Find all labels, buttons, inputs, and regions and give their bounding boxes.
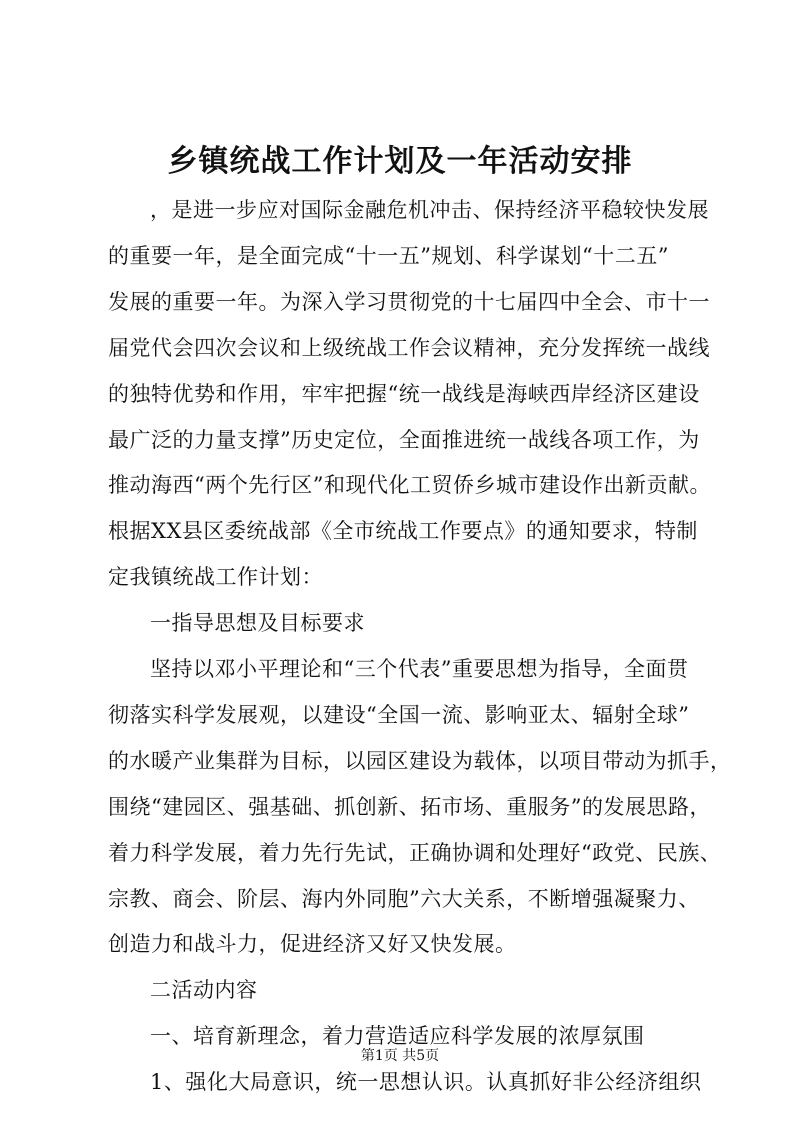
paragraph-line: 彻落实科学发展观，以建设“全国一流、影响亚太、辐射全球” <box>108 703 690 727</box>
paragraph-line: 1、强化大局意识，统一思想认识。认真抓好非公经济组织 <box>150 1070 702 1094</box>
paragraph-line: 创造力和战斗力，促进经济又好又快发展。 <box>108 932 517 956</box>
paragraph-line: 定我镇统战工作计划： <box>108 565 323 589</box>
page-number: 第1页 共5页 <box>360 1048 440 1064</box>
paragraph-line: 发展的重要一年。为深入学习贯彻党的十七届四中全会、市十一 <box>108 290 710 314</box>
section-heading: 一、培育新理念，着力营造适应科学发展的浓厚氛围 <box>150 1024 645 1048</box>
paragraph-line: 围绕“建园区、强基础、抓创新、拓市场、重服务”的发展思路， <box>108 795 711 819</box>
paragraph-line: 根据XX县区委统战部《全市统战工作要点》的通知要求，特制 <box>108 519 698 543</box>
document-title: 乡镇统战工作计划及一年活动安排 <box>167 144 633 179</box>
paragraph-line: 最广泛的力量支撑”历史定位，全面推进统一战线各项工作，为 <box>108 428 700 452</box>
section-heading: 一指导思想及目标要求 <box>150 611 365 635</box>
paragraph-line: 届党代会四次会议和上级统战工作会议精神，充分发挥统一战线 <box>108 336 710 360</box>
paragraph-line: 着力科学发展，着力先行先试，正确协调和处理好“政党、民族、 <box>108 841 722 865</box>
paragraph-line: 的独特优势和作用，牢牢把握“统一战线是海峡西岸经济区建设 <box>108 382 700 406</box>
paragraph-line: 推动海西“两个先行区”和现代化工贸侨乡城市建设作出新贡献。 <box>108 473 711 497</box>
paragraph-line: ，是进一步应对国际金融危机冲击、保持经济平稳较快发展 <box>150 198 709 222</box>
paragraph-line: 的重要一年，是全面完成“十一五”规划、科学谋划“十二五” <box>108 244 669 268</box>
paragraph-line: 坚持以邓小平理论和“三个代表”重要思想为指导，全面贯 <box>150 657 689 681</box>
paragraph-line: 宗教、商会、阶层、海内外同胞”六大关系，不断增强凝聚力、 <box>108 887 700 911</box>
paragraph-line: 的水暖产业集群为目标，以园区建设为载体，以项目带动为抓手， <box>108 749 732 773</box>
section-heading: 二活动内容 <box>150 978 258 1002</box>
